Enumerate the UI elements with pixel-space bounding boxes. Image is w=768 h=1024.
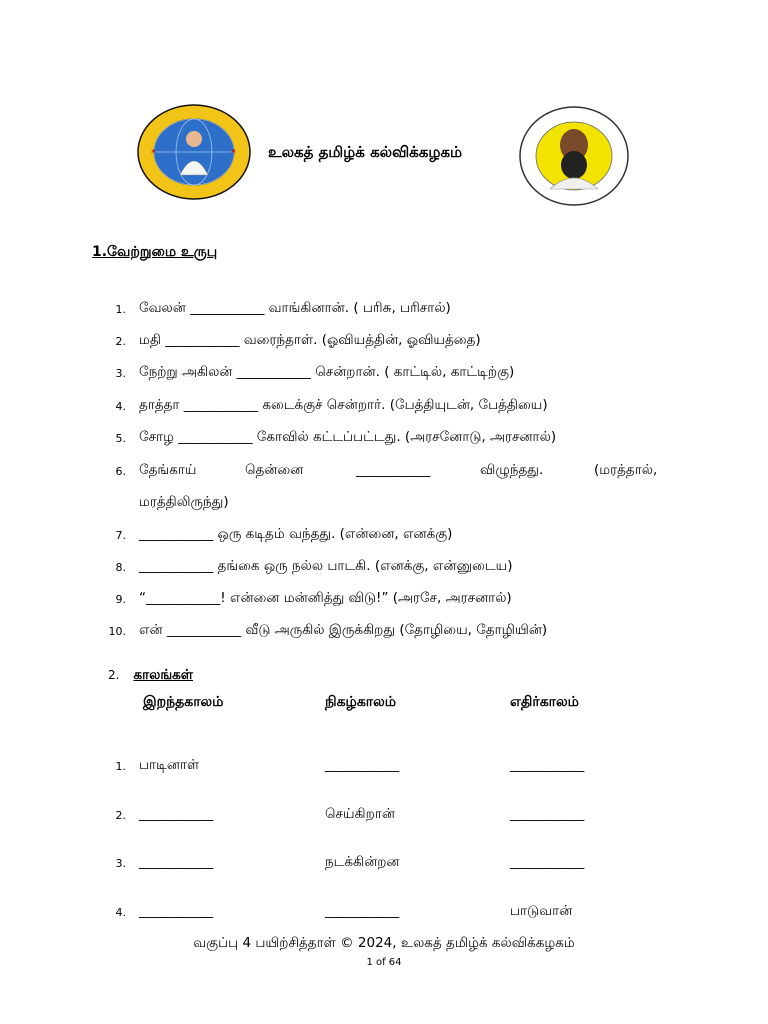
item-text: என் ___________ வீடு அருகில் இருக்கிறது (தோழியை, தோழியின்) (139, 622, 548, 638)
table-row (0, 854, 768, 878)
item-number: 5. (115, 432, 126, 445)
item-text: மரத்திலிருந்து) (139, 494, 229, 510)
table-cell: ___________ (510, 854, 585, 870)
table-cell: ___________ (139, 806, 214, 822)
list-item (0, 332, 768, 356)
item-word: (மரத்தால், (594, 462, 658, 478)
list-item (0, 300, 768, 324)
row-number: 3. (115, 857, 126, 870)
item-number: 4. (115, 400, 126, 413)
item-text: நேற்று அகிலன் ___________ சென்றான். ( காட்டில், காட்டிற்கு) (139, 364, 515, 380)
page-title: உலகத் தமிழ்க் கல்விக்கழகம் (268, 143, 463, 161)
svg-text:*: * (231, 148, 236, 159)
section-number: 2. (108, 668, 120, 682)
section-title: காலங்கள் (133, 667, 193, 683)
item-text: வேலன் ___________ வாங்கினான். ( பரிசு, பரிசால்) (139, 300, 451, 316)
table-cell: ___________ (139, 854, 214, 870)
column-header-future: எதிர்காலம் (510, 694, 579, 710)
svg-text:*: * (151, 148, 156, 159)
item-word: விழுந்தது. (480, 462, 544, 478)
page-number: 1 of 64 (366, 957, 402, 968)
item-word: ___________ (356, 462, 431, 478)
item-text: ___________ தங்கை ஒரு நல்ல பாடகி. (எனக்கு, என்னுடைய) (139, 558, 513, 574)
column-header-present: நிகழ்காலம் (325, 694, 396, 710)
item-number: 9. (115, 593, 126, 606)
list-item (0, 558, 768, 582)
list-item (0, 590, 768, 614)
row-number: 4. (115, 906, 126, 919)
list-item (0, 429, 768, 453)
table-cell: செய்கிறான் (325, 806, 395, 822)
list-item (0, 462, 768, 486)
section-1-heading: 1.வேற்றுமை உருபு (92, 244, 218, 260)
item-number: 10. (108, 625, 126, 638)
table-row (0, 806, 768, 830)
table-cell: நடக்கின்றன (325, 854, 400, 870)
list-item-continuation (0, 494, 768, 518)
column-header-past: இறந்தகாலம் (143, 694, 224, 710)
table-row (0, 757, 768, 781)
table-cell: ___________ (325, 757, 400, 773)
section-2-heading (108, 667, 193, 685)
footer-text: வகுப்பு 4 பயிற்சித்தாள் © 2024, உலகத் தமிழ்க் கல்விக்கழகம் (193, 935, 575, 951)
california-tamil-academy-logo (518, 105, 630, 207)
item-number: 7. (115, 529, 126, 542)
item-word: தென்னை (245, 462, 304, 478)
list-item (0, 526, 768, 550)
row-number: 1. (115, 760, 126, 773)
item-text: “___________! என்னை மன்னித்து விடு!” (அரசே, அரசனால்) (139, 590, 512, 606)
item-text: மதி ___________ வரைந்தாள். (ஓவியத்தின், ஓவியத்தை) (139, 332, 481, 348)
table-cell: ___________ (510, 806, 585, 822)
table-cell: பாடினாள் (139, 757, 200, 773)
table-row (0, 903, 768, 927)
item-number: 1. (115, 303, 126, 316)
table-cell: ___________ (510, 757, 585, 773)
list-item (0, 397, 768, 421)
table-cell: ___________ (325, 903, 400, 919)
list-item (0, 622, 768, 646)
table-cell: ___________ (139, 903, 214, 919)
item-number: 3. (115, 367, 126, 380)
table-cell: பாடுவான் (510, 903, 573, 919)
item-number: 2. (115, 335, 126, 348)
list-item (0, 364, 768, 388)
item-text: தாத்தா ___________ கடைக்குச் சென்றார். (பேத்தியுடன், பேத்தியை) (139, 397, 548, 413)
item-text: சோழ ___________ கோவில் கட்டப்பட்டது. (அரசனோடு, அரசனால்) (139, 429, 557, 445)
item-number: 6. (115, 465, 126, 478)
row-number: 2. (115, 809, 126, 822)
item-number: 8. (115, 561, 126, 574)
item-text: ___________ ஒரு கடிதம் வந்தது. (என்னை, எனக்கு) (139, 526, 453, 542)
international-tamil-academy-logo (136, 103, 252, 201)
item-word: தேங்காய் (139, 462, 197, 478)
